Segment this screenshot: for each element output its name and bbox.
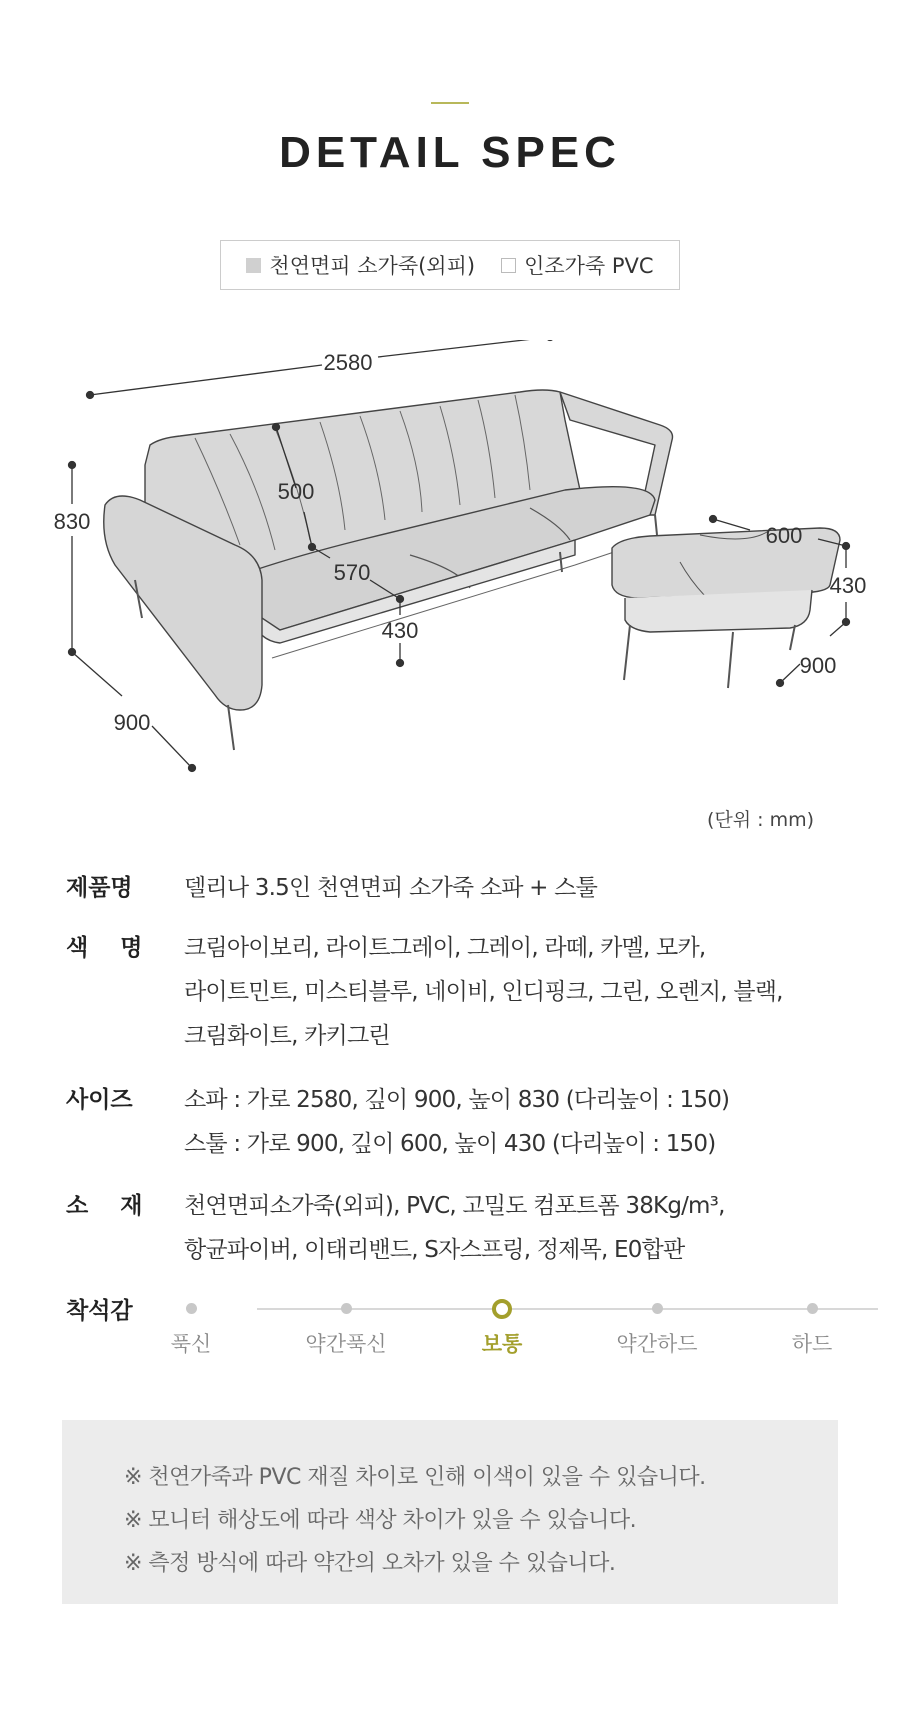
legend-label: 천연면피 소가죽(외피) — [269, 254, 476, 278]
comfort-level-label: 하드 — [791, 1332, 833, 1356]
spec-line: 천연면피소가죽(외피), PVC, 고밀도 컴포트폼 38Kg/m³, — [184, 1193, 725, 1219]
notice-box — [62, 1420, 838, 1604]
dim-sofa-width: 2580 — [323, 350, 373, 375]
empty-square-icon — [501, 258, 516, 273]
comfort-level-label: 푹신 — [170, 1332, 212, 1356]
spec-label: 소 재 — [66, 1193, 143, 1219]
legend-label: 인조가죽 PVC — [524, 254, 654, 278]
stool-legs — [624, 625, 795, 688]
comfort-level-label: 약간푹신 — [305, 1332, 387, 1356]
sofa-dimension-diagram — [0, 340, 900, 810]
notice-line: ※ 모니터 해상도에 따라 색상 차이가 있을 수 있습니다. — [124, 1508, 637, 1533]
comfort-dot — [341, 1303, 352, 1314]
spec-row-product-name — [66, 866, 866, 910]
comfort-level-label: 약간하드 — [616, 1332, 698, 1356]
comfort-dot — [807, 1303, 818, 1314]
unit-label: (단위 : mm) — [706, 809, 814, 831]
dim-sofa-back: 500 — [277, 479, 315, 504]
title-accent-line — [431, 102, 469, 104]
spec-line: 델리나 3.5인 천연면피 소가죽 소파 + 스툴 — [184, 875, 597, 901]
comfort-dot — [652, 1303, 663, 1314]
spec-row-colors — [66, 926, 866, 1058]
spec-line: 항균파이버, 이태리밴드, S자스프링, 정제목, E0합판 — [184, 1237, 685, 1263]
spec-value — [184, 866, 866, 910]
spec-line: 스툴 : 가로 900, 깊이 600, 높이 430 (다리높이 : 150) — [184, 1131, 716, 1157]
spec-value — [184, 926, 866, 1058]
comfort-dot-selected — [492, 1299, 512, 1319]
spec-label: 색 명 — [66, 935, 143, 961]
comfort-rating — [66, 1284, 866, 1364]
comfort-dot — [186, 1303, 197, 1314]
dim-seat-height: 430 — [381, 618, 419, 643]
spec-row-size — [66, 1078, 866, 1166]
page-title: DETAIL SPEC — [279, 128, 621, 177]
dim-seat-depth: 570 — [333, 560, 371, 585]
dim-stool-height: 430 — [829, 573, 867, 598]
dim-stool-depth: 900 — [799, 653, 837, 678]
comfort-label: 착석감 — [66, 1298, 133, 1324]
filled-square-icon — [246, 258, 261, 273]
dim-sofa-height: 830 — [53, 509, 91, 534]
comfort-level-label-selected: 보통 — [481, 1332, 523, 1356]
material-legend — [220, 240, 680, 290]
legend-item-pvc — [501, 250, 654, 280]
spec-value — [184, 1184, 866, 1272]
spec-line: 라이트민트, 미스티블루, 네이비, 인디핑크, 그린, 오렌지, 블랙, — [184, 979, 783, 1005]
dim-sofa-depth: 900 — [113, 710, 151, 735]
spec-line: 크림화이트, 카키그린 — [184, 1023, 390, 1049]
notice-line: ※ 천연가죽과 PVC 재질 차이로 인해 이색이 있을 수 있습니다. — [124, 1465, 706, 1490]
spec-row-material — [66, 1184, 866, 1272]
spec-value — [184, 1078, 866, 1166]
dim-stool-width: 600 — [765, 523, 803, 548]
spec-label: 제품명 — [66, 875, 133, 901]
spec-line: 소파 : 가로 2580, 깊이 900, 높이 830 (다리높이 : 150) — [184, 1087, 730, 1113]
legend-item-natural-leather — [246, 250, 475, 280]
spec-label: 사이즈 — [66, 1087, 133, 1113]
spec-line: 크림아이보리, 라이트그레이, 그레이, 라떼, 카멜, 모카, — [184, 935, 706, 961]
notice-line: ※ 측정 방식에 따라 약간의 오차가 있을 수 있습니다. — [124, 1551, 616, 1576]
